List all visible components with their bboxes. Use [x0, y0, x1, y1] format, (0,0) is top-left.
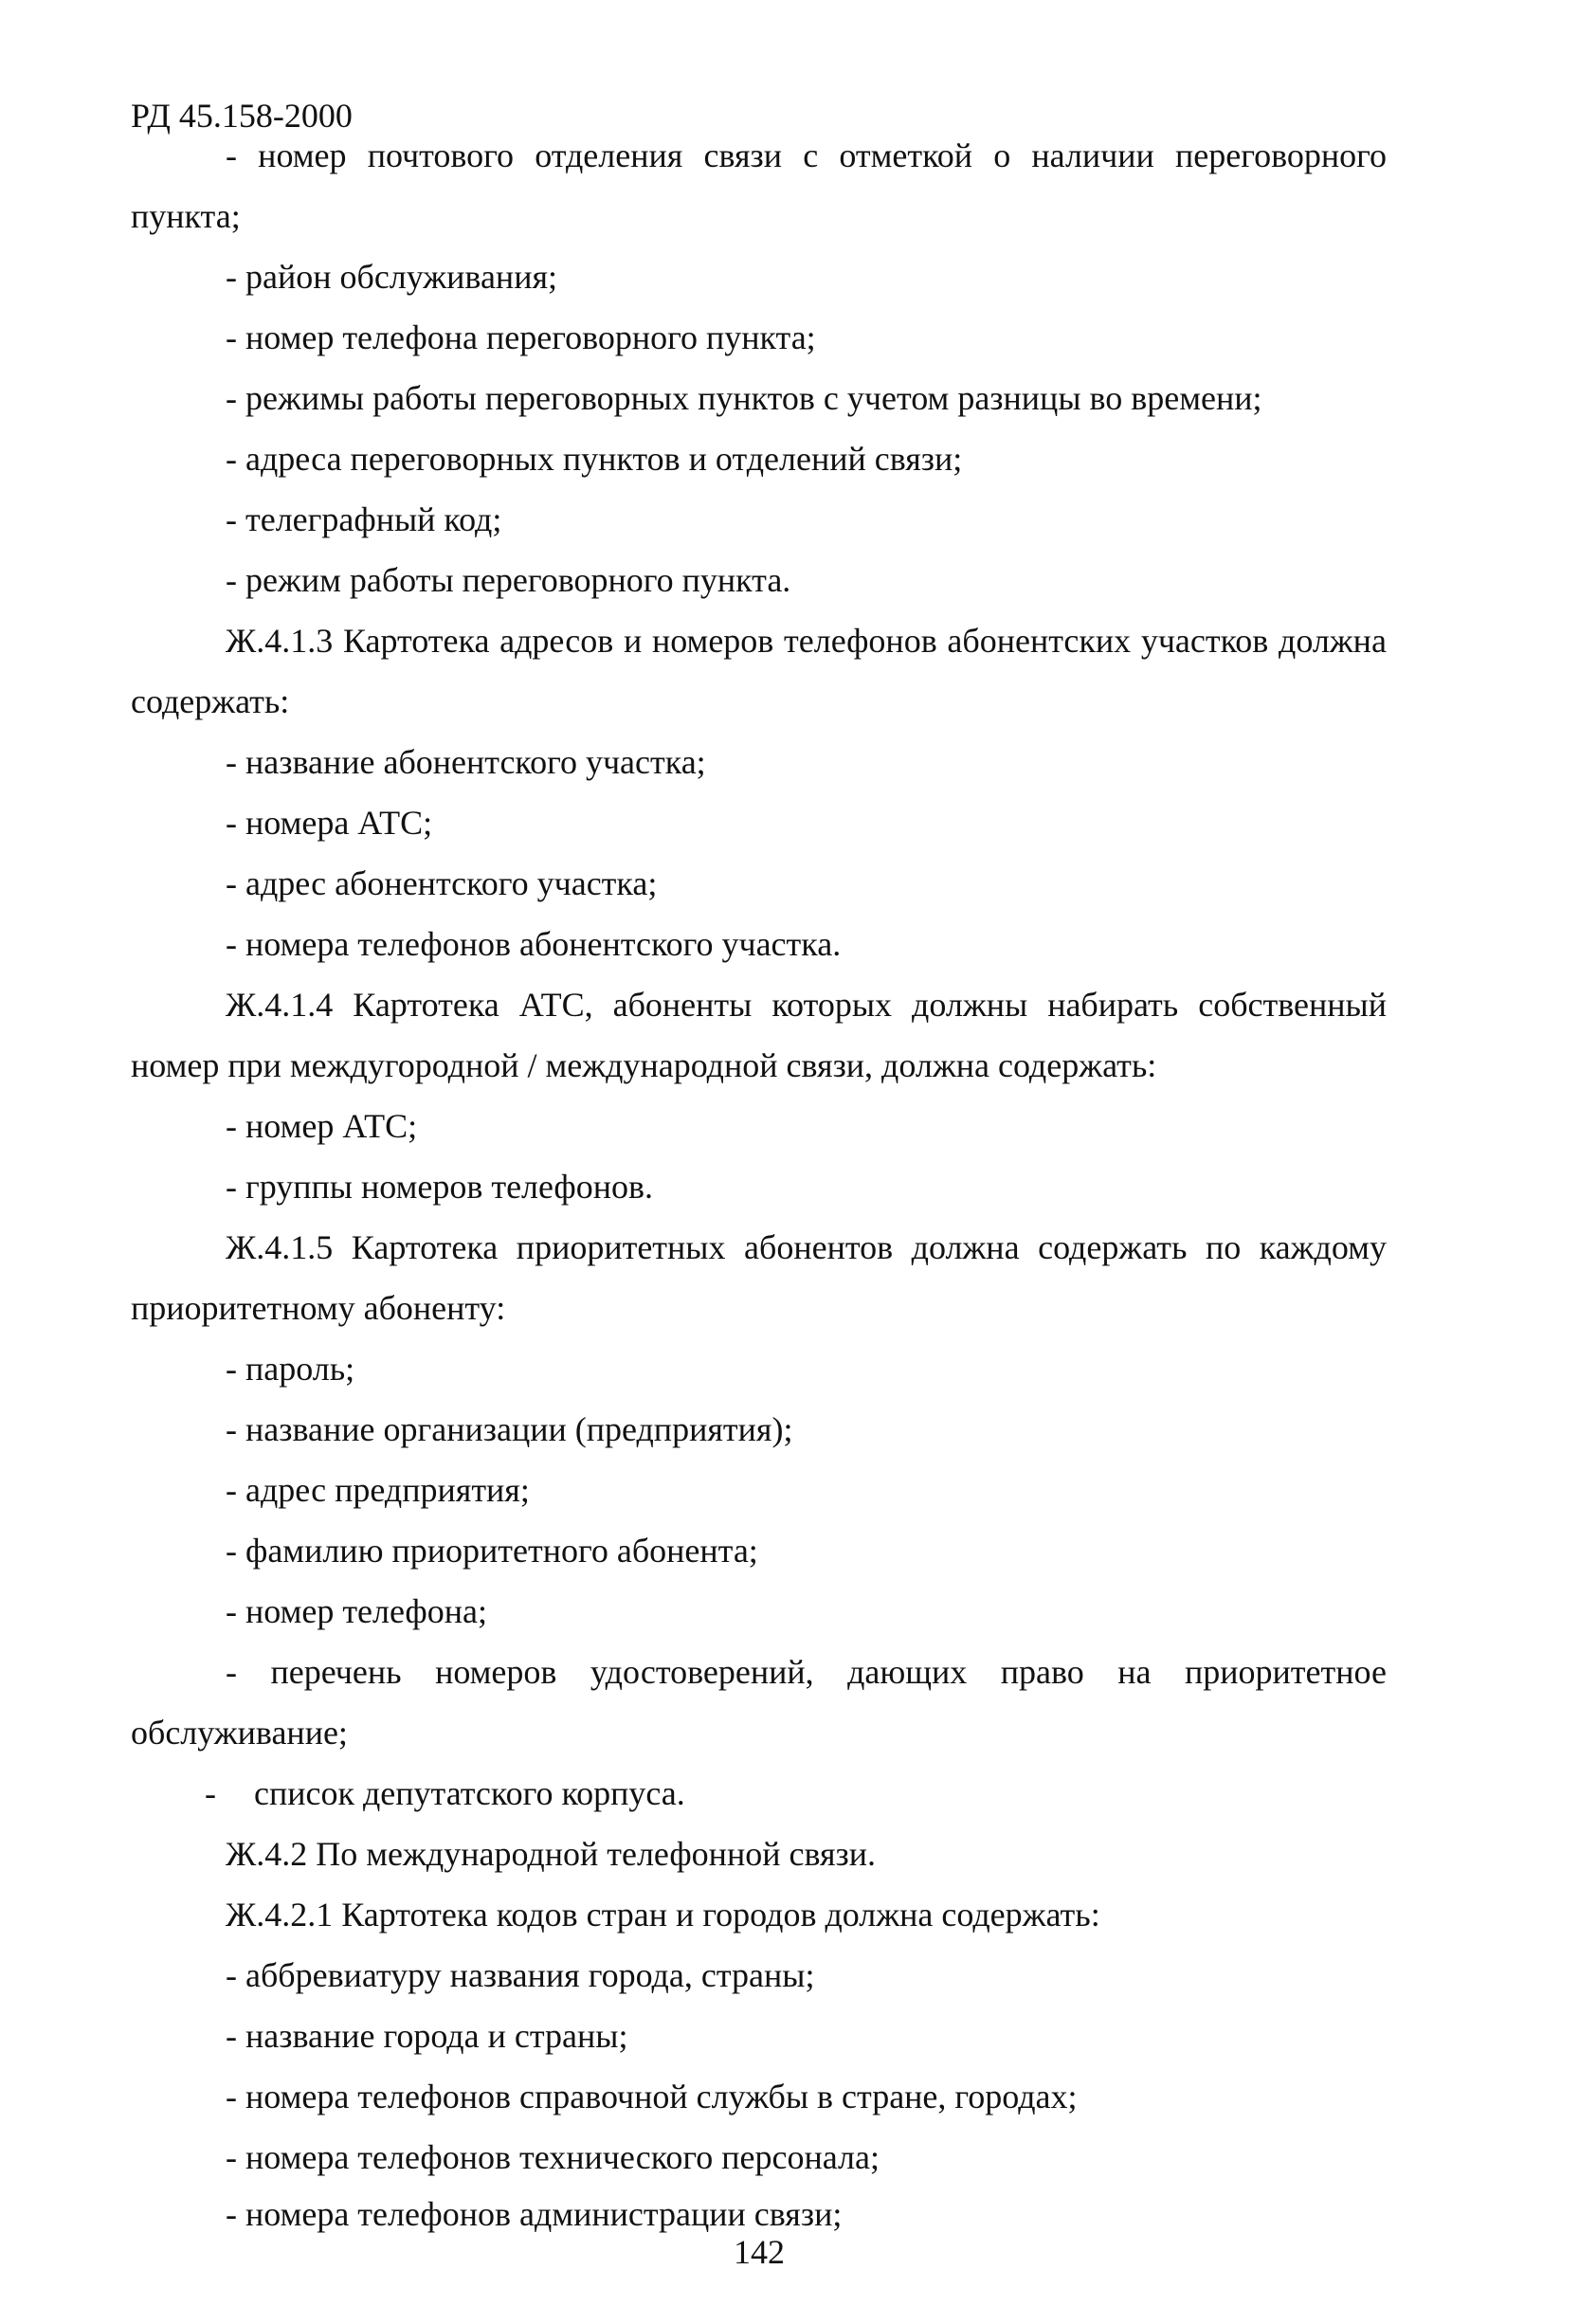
list-item: - фамилию приоритетного абонента;: [226, 1532, 758, 1570]
list-item: - номера телефонов абонентского участка.: [226, 925, 842, 963]
list-item: - группы номеров телефонов.: [226, 1168, 654, 1206]
word: по: [1205, 1228, 1242, 1266]
list-item: - номера телефонов справочной службы в стране, городах;: [226, 2078, 1078, 2115]
word: связи: [703, 136, 783, 174]
word: собственный: [1198, 986, 1387, 1024]
word: наличии: [1031, 136, 1154, 174]
word: адресов: [499, 622, 614, 660]
section-heading-4-1-5: [226, 1225, 1387, 1270]
list-item: - название организации (предприятия);: [226, 1410, 793, 1448]
list-item: - адреса переговорных пунктов и отделений связи;: [226, 440, 963, 478]
document-code-header: РД 45.158-2000: [131, 97, 353, 135]
word: отделения: [535, 136, 683, 174]
word: должна: [1279, 622, 1387, 660]
list-item: - район обслуживания;: [226, 258, 558, 296]
word: АТС,: [518, 986, 593, 1024]
list-item: - номер телефона переговорного пункта;: [226, 318, 816, 356]
section-heading-4-2-1: Ж.4.2.1 Картотека кодов стран и городов должна содержать:: [226, 1896, 1100, 1934]
list-item: - название города и страны;: [226, 2017, 628, 2055]
word: отметкой: [839, 136, 973, 174]
word: -: [226, 136, 237, 174]
word: которых: [771, 986, 893, 1024]
word: на: [1117, 1653, 1152, 1691]
text-line: номер при междугородной / международной связи, должна содержать:: [131, 1046, 1157, 1084]
word: Ж.4.1.5: [226, 1228, 334, 1266]
word: о: [993, 136, 1011, 174]
text-line: пункта;: [131, 197, 241, 235]
word: Картотека: [342, 622, 490, 660]
justified-line-postal-office: [226, 133, 1387, 178]
list-item-dash: -: [205, 1774, 216, 1812]
justified-line-certificates: [226, 1649, 1387, 1695]
list-item: - режимы работы переговорных пунктов с учетом разницы во времени;: [226, 379, 1262, 417]
word: абонентов: [744, 1228, 894, 1266]
word: набирать: [1047, 986, 1179, 1024]
page-number: 142: [734, 2233, 785, 2271]
text-line: обслуживание;: [131, 1714, 348, 1752]
list-item: - номера телефонов администрации связи;: [226, 2195, 843, 2233]
word: с: [803, 136, 819, 174]
word: и: [624, 622, 643, 660]
word: приоритетное: [1185, 1653, 1387, 1691]
text-line: содержать:: [131, 682, 290, 720]
list-item: - аббревиатуру названия города, страны;: [226, 1956, 815, 1994]
word: каждому: [1259, 1228, 1387, 1266]
word: телефонов: [784, 622, 937, 660]
word: -: [226, 1653, 237, 1691]
list-item: - название абонентского участка;: [226, 743, 706, 781]
list-item: - адрес абонентского участка;: [226, 864, 658, 902]
word: номер: [258, 136, 347, 174]
word: участков: [1140, 622, 1269, 660]
section-heading-4-1-3: [226, 618, 1387, 663]
word: Ж.4.1.3: [226, 622, 334, 660]
word: абоненты: [612, 986, 753, 1024]
word: удостоверений,: [590, 1653, 814, 1691]
list-item: - режим работы переговорного пункта.: [226, 561, 791, 599]
word: номеров: [651, 622, 774, 660]
word: переговорного: [1175, 136, 1387, 174]
list-item: - телеграфный код;: [226, 500, 502, 538]
list-item: - адрес предприятия;: [226, 1471, 530, 1509]
word: содержать: [1038, 1228, 1188, 1266]
word: перечень: [270, 1653, 402, 1691]
word: Ж.4.1.4: [226, 986, 334, 1024]
word: должны: [912, 986, 1028, 1024]
word: дающих: [847, 1653, 968, 1691]
list-item: - номера телефонов технического персонала;: [226, 2138, 880, 2176]
list-item: - номер телефона;: [226, 1592, 487, 1630]
list-item: - номера АТС;: [226, 804, 433, 842]
text-line: приоритетному абоненту:: [131, 1289, 506, 1327]
list-item: список депутатского корпуса.: [254, 1774, 685, 1812]
list-item: - пароль;: [226, 1350, 355, 1388]
word: право: [1000, 1653, 1084, 1691]
section-heading-4-2: Ж.4.2 По международной телефонной связи.: [226, 1835, 877, 1873]
section-heading-4-1-4: [226, 982, 1387, 1027]
word: Картотека: [351, 1228, 499, 1266]
word: номеров: [435, 1653, 557, 1691]
word: приоритетных: [516, 1228, 726, 1266]
word: Картотека: [353, 986, 499, 1024]
word: почтового: [367, 136, 515, 174]
word: должна: [911, 1228, 1020, 1266]
list-item: - номер АТС;: [226, 1107, 418, 1145]
word: абонентских: [947, 622, 1132, 660]
